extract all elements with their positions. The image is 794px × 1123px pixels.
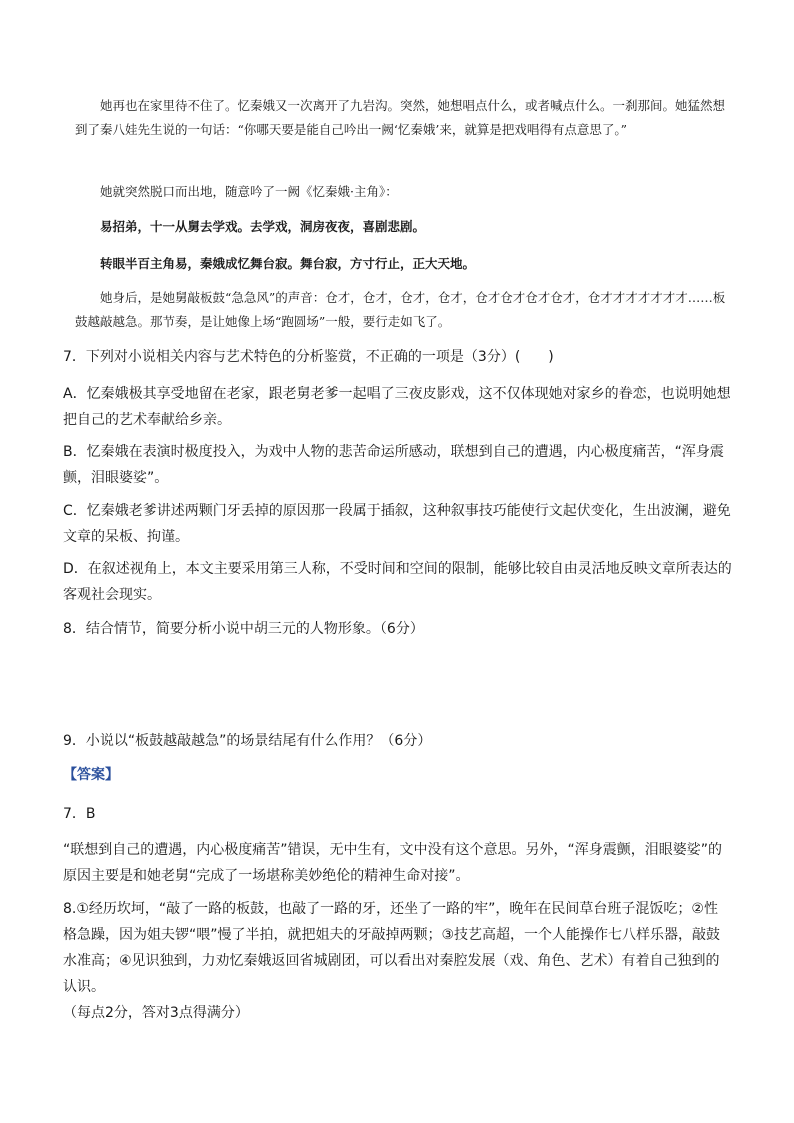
question-9: 9．小说以“板鼓越敲越急”的场景结尾有什么作用？（6分） <box>63 733 432 749</box>
question-7-option-d: D．在叙述视角上，本文主要采用第三人称，不受时间和空间的限制，能够比较自由灵活地反映文章所表达的客观社会现实。 <box>63 561 732 603</box>
question-7-option-c: C．忆秦娥老爹讲述两颗门牙丢掉的原因那一段属于插叙，这种叙事技巧能使行文起伏变化，生出波澜，避免文章的呆板、拘谨。 <box>63 503 731 545</box>
poem-line-2: 转眼半百主角易，秦娥成忆舞台寂。舞台寂，方寸行止，正大天地。 <box>100 256 476 271</box>
story-paragraph-2: 她就突然脱口而出地，随意吟了一阙《忆秦娥·主角》： <box>100 184 398 199</box>
story-paragraph-1: 她再也在家里待不住了。忆秦娥又一次离开了九岩沟。突然，她想唱点什么，或者喊点什么。一刹那间。她猛然想到了秦八娃先生说的一句话：“你哪天要是能自己吟出一阙‘忆秦娥’来，就算是把戏唱得有点意思了。” <box>75 98 726 137</box>
question-7-option-a: A．忆秦娥极其享受地留在老家，跟老舅老爹一起唱了三夜皮影戏，这不仅体现她对家乡的眷恋，也说明她想把自己的艺术奉献给乡亲。 <box>63 386 731 428</box>
question-7: 7．下列对小说相关内容与艺术特色的分析鉴赏，不正确的一项是（3分）( ) <box>63 349 554 365</box>
answer-heading: 【答案】 <box>63 767 119 783</box>
story-paragraph-5: 她身后，是她舅敲板鼓“急急风”的声音：仓才，仓才，仓才，仓才，仓才仓才仓才仓才，仓才才才才才才才……板鼓越敲越急。那节奏，是让她像上场“跑圆场”一般，要行走如飞了。 <box>75 290 726 329</box>
answer-7: 7．B <box>63 806 96 822</box>
question-7-option-b: B．忆秦娥在表演时极度投入，为戏中人物的悲苦命运所感动，联想到自己的遭遇，内心极度痛苦，“浑身震颤，泪眼婆娑”。 <box>63 444 724 486</box>
poem-line-1: 易招弟，十一从舅去学戏。去学戏，洞房夜夜，喜剧悲剧。 <box>100 219 426 234</box>
question-8: 8．结合情节，简要分析小说中胡三元的人物形象。（6分） <box>63 621 424 637</box>
answer-8-scoring: （每点2分，答对3点得满分） <box>63 1005 249 1021</box>
answer-8: 8.①经历坎坷，“敲了一路的板鼓，也敲了一路的牙，还坐了一路的牢”，晚年在民间草台班子混饭吃；②性格急躁，因为姐夫锣“喂”慢了半拍，就把姐夫的牙敲掉两颗；③技艺高超，一个人能操作七八样乐器，敲鼓水准高；④见识独到，力劝忆秦娥返回省城剧团，可以看出对秦腔发展（戏、角色、艺术）有着自己独到的认识。 <box>63 901 721 995</box>
answer-7-explanation: “联想到自己的遭遇，内心极度痛苦”错误，无中生有，文中没有这个意思。另外，“浑身震颤，泪眼婆娑”的原因主要是和她老舅“完成了一场堪称美妙绝伦的精神生命对接”。 <box>63 842 723 884</box>
